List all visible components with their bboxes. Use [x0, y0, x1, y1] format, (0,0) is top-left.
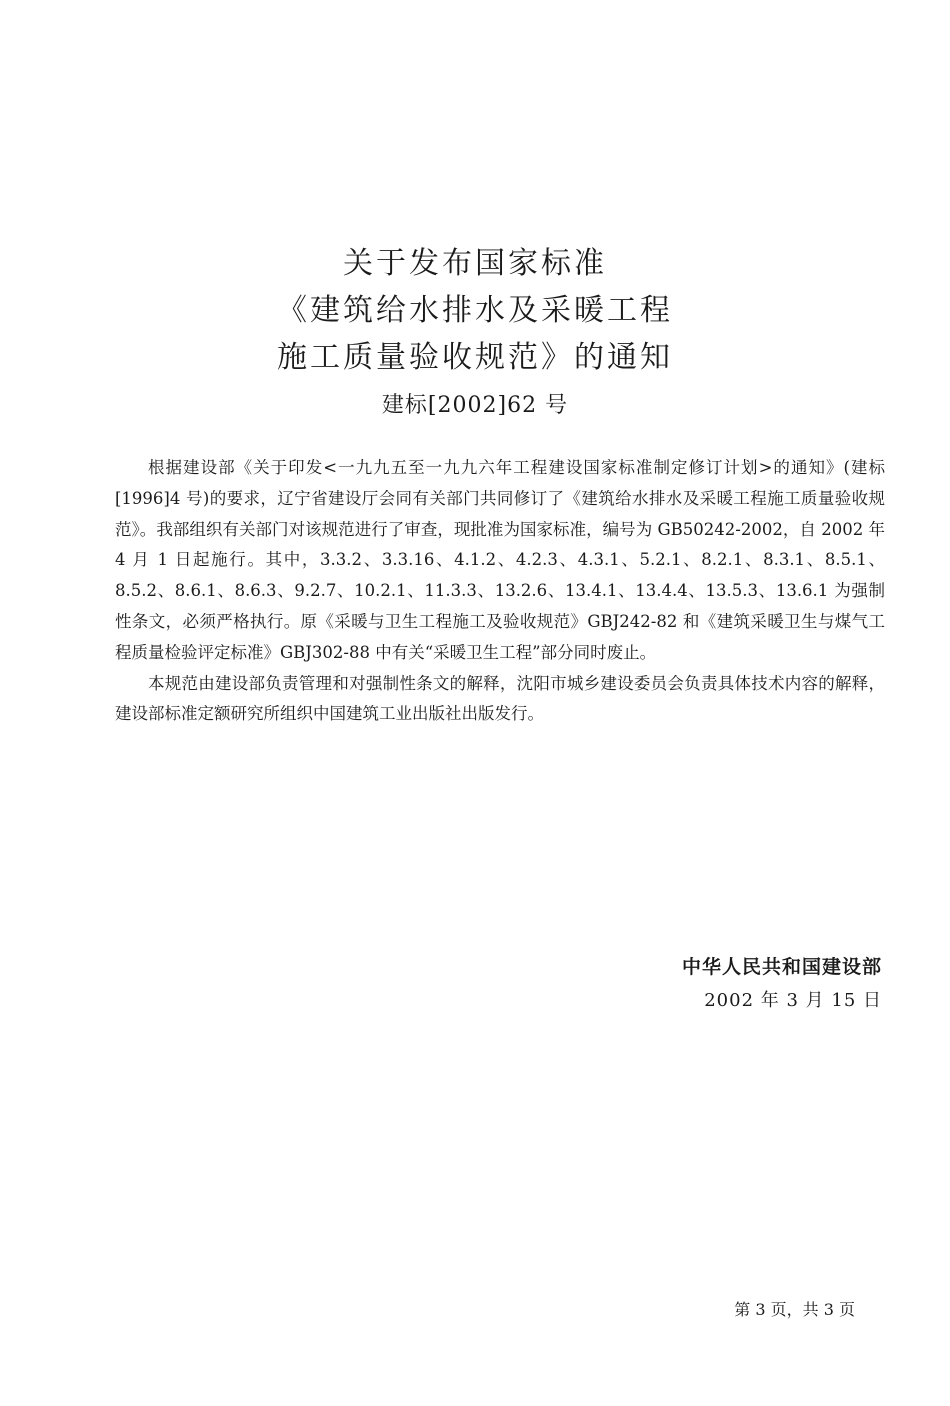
document-number: 建标[2002]62 号	[381, 393, 569, 418]
notice-body	[115, 453, 885, 730]
page-indicator: 第 3 页，共 3 页	[734, 1300, 855, 1319]
issuing-authority: 中华人民共和国建设部	[681, 956, 882, 978]
title-line-2: 《建筑给水排水及采暖工程	[277, 293, 673, 328]
title-line-1: 关于发布国家标准	[343, 246, 607, 281]
signature-block	[682, 952, 882, 1017]
title-line-3: 施工质量验收规范》的通知	[277, 340, 673, 375]
paragraph-2: 本规范由建设部负责管理和对强制性条文的解释，沈阳市城乡建设委员会负责具体技术内容的解释，建设部标准定额研究所组织中国建筑工业出版社出版发行。	[115, 673, 885, 724]
notice-title	[0, 240, 950, 423]
paragraph-1: 根据建设部《关于印发<一九九五至一九九六年工程建设国家标准制定修订计划>的通知》(建标[1996]4 号)的要求，辽宁省建设厅会同有关部门共同修订了《建筑给水排水及采暖工程施工质量验收规范》。我部组织有关部门对该规范进行了审查，现批准为国家标准，编号为 GB50242-2002，自 2002 年 4 月 1 日起施行。其中，3.3.2、3.3.16、4.1.2、4.2.3、4.3.1、5.2.1、8.2.1、8.3.1、8.5.1、8.5.2、8.6.1、8.6.3、9.2.7、10.2.1、11.3.3、13.2.6、13.4.1、13.4.4、13.5.3、13.6.1 为强制性条文，必须严格执行。原《采暖与卫生工程施工及验收规范》GBJ242-82 和《建筑采暖卫生与煤气工程质量检验评定标准》GBJ302-88 中有关“采暖卫生工程”部分同时废止。	[115, 458, 885, 662]
issue-date: 2002 年 3 月 15 日	[704, 990, 882, 1011]
